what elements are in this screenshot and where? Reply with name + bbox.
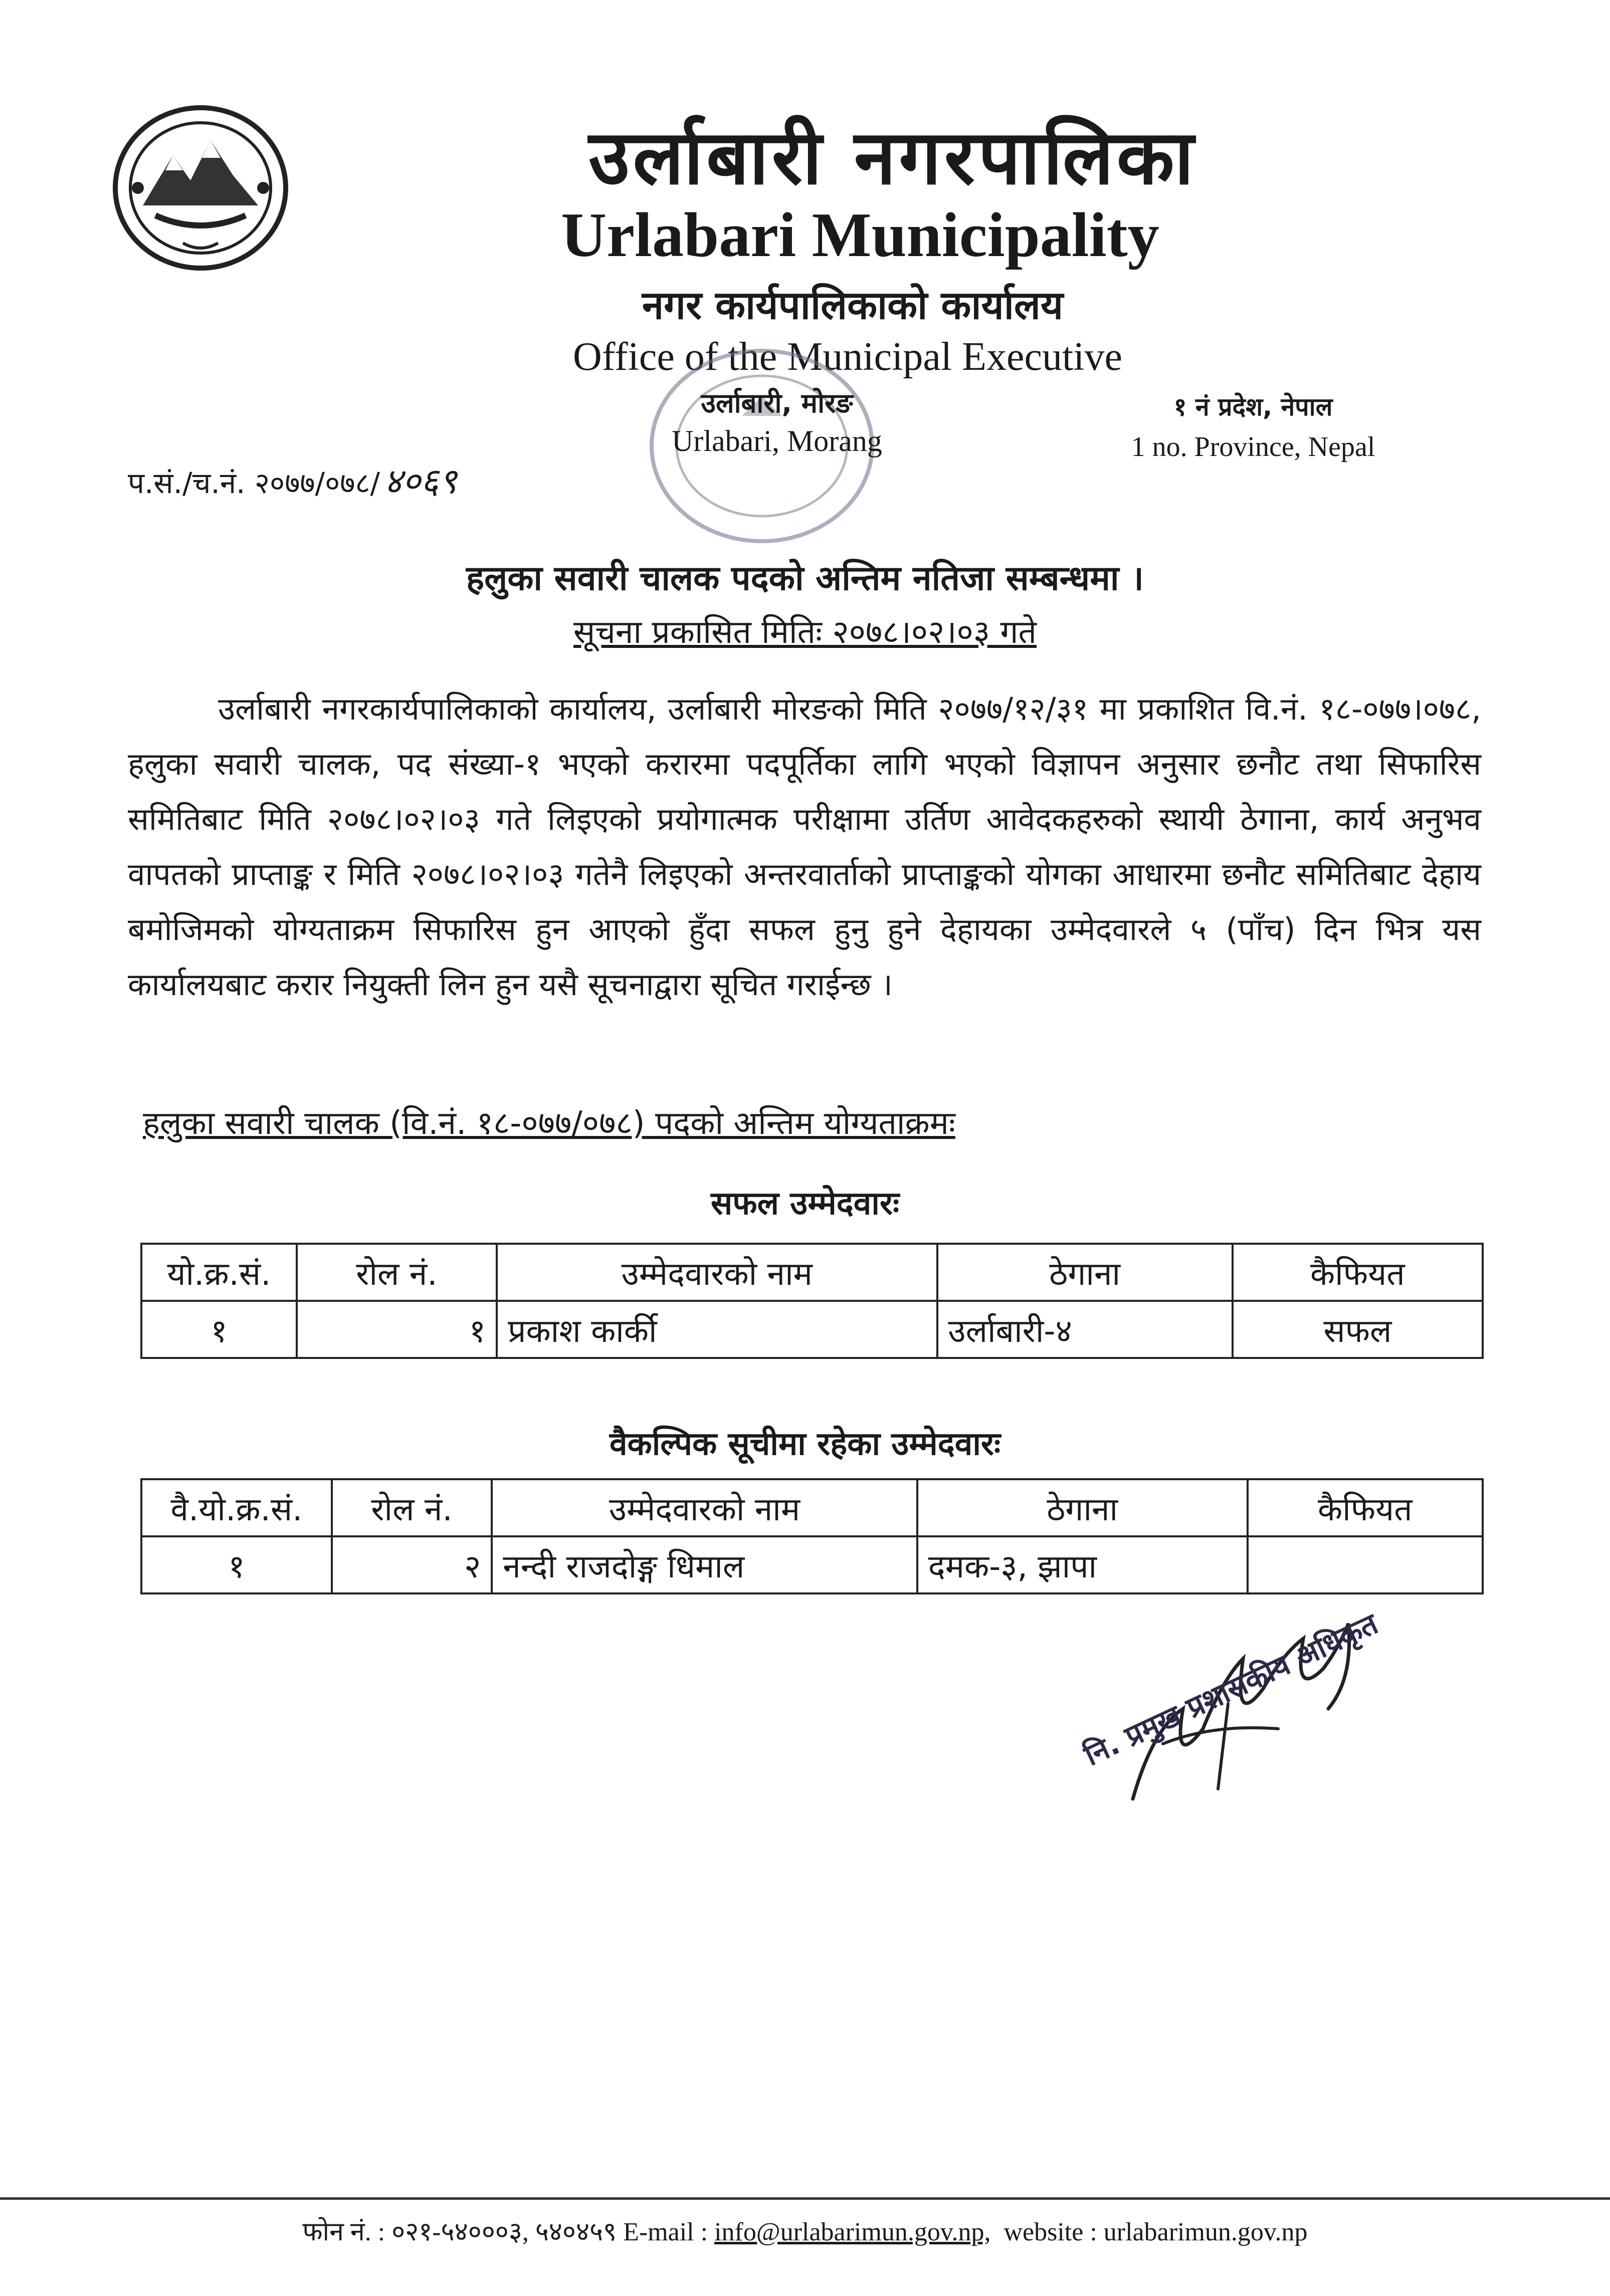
notice-body: उर्लाबारी नगरकार्यपालिकाको कार्यालय, उर्लाबारी मोरङको मिति २०७७/१२/३१ मा प्रकाशित वि.नं. १८-०७७।०७८, हलुका सवारी चालक, पद संख्या-१ भएको करारमा पदपूर्तिका लागि भएको विज्ञापन अनुसार छनौट तथा सिफारिस समितिबाट मिति २०७८।०२।०३ गते लिइएको प्रयोगात्मक परीक्षामा उर्तिण आवेदकहरुको स्थायी ठेगाना, कार्य अनुभव वापतको प्राप्ताङ्क र मिति २०७८।०२।०३ गतेनै लिइएको अन्तरवार्ताको प्राप्ताङ्कको योगका आधारमा छनौट समितिबाट देहाय बमोजिमको योग्यताक्रम सिफारिस हुन आएको हुँदा सफल हुनु हुने देहायका उम्मेदवारले ५ (पाँच) दिन भित्र यस कार्यालयबाट करार नियुक्ती लिन हुन यसै सूचनाद्वारा सूचित गराईन्छ । [128, 691, 1481, 1003]
table-header-row [141, 1244, 1483, 1301]
office-name-english: Office of the Municipal Executive [573, 335, 1122, 379]
footer-divider [0, 2197, 1610, 2200]
column-header: यो.क्र.सं. [141, 1244, 297, 1301]
municipality-title-nepali: उर्लाबारी नगरपालिका [588, 114, 1197, 201]
table-cell: १ [141, 1301, 297, 1358]
footer-phone: फोन नं. : ०२१-५४०००३, ५४०४५९ [302, 2218, 617, 2246]
column-header: कैफियत [1248, 1479, 1483, 1536]
table-cell: २ [332, 1536, 492, 1593]
table-cell: १ [141, 1536, 332, 1593]
table-cell: नन्दी राजदोङ्ग धिमाल [492, 1536, 917, 1593]
column-header: कैफियत [1233, 1244, 1483, 1301]
final-ranking-heading: हलुका सवारी चालक (वि.नं. १८-०७७/०७८) पदको अन्तिम योग्यताक्रमः [143, 1105, 955, 1142]
table-cell: उर्लाबारी-४ [937, 1301, 1233, 1358]
province-english: 1 no. Province, Nepal [1131, 431, 1375, 463]
column-header: ठेगाना [917, 1479, 1248, 1536]
table-row [141, 1301, 1483, 1358]
column-header: उम्मेदवारको नाम [492, 1479, 917, 1536]
reference-number [128, 461, 457, 503]
alternate-candidates-table [140, 1478, 1484, 1594]
footer-website[interactable]: website : urlabarimun.gov.np [1003, 2218, 1308, 2246]
column-header: उम्मेदवारको नाम [497, 1244, 937, 1301]
footer-email-link[interactable]: info@urlabarimun.gov.np, [714, 2218, 991, 2246]
table-cell: दमक-३, झापा [917, 1536, 1248, 1593]
column-header: वै.यो.क्र.सं. [141, 1479, 332, 1536]
column-header: रोल नं. [297, 1244, 497, 1301]
notice-subject: हलुका सवारी चालक पदको अन्तिम नतिजा सम्बन्धमा । [466, 559, 1144, 598]
table-cell: सफल [1233, 1301, 1483, 1358]
footer-email-label: E-mail : [623, 2218, 708, 2246]
success-table-caption: सफल उम्मेदवारः [710, 1185, 899, 1222]
footer-contact [0, 2215, 1610, 2250]
column-header: ठेगाना [937, 1244, 1233, 1301]
reference-label: प.सं./च.नं. २०७७/०७८/ [128, 466, 380, 500]
address-nepali: उर्लाबारी, मोरङ [701, 387, 853, 419]
office-name-nepali: नगर कार्यपालिकाको कार्यालय [642, 283, 1064, 328]
table-cell: प्रकाश कार्की [497, 1301, 937, 1358]
alternate-table-caption: वैकल्पिक सूचीमा रहेका उम्मेदवारः [609, 1426, 1001, 1463]
published-date: सूचना प्रकासित मितिः २०७८।०२।०३ गते [573, 614, 1037, 651]
column-header: रोल नं. [332, 1479, 492, 1536]
published-date-line [0, 611, 1610, 654]
province-nepali: १ नं प्रदेश, नेपाल [1173, 392, 1333, 421]
table-header-row [141, 1479, 1483, 1536]
table-cell: १ [297, 1301, 497, 1358]
municipality-title-english: Urlabari Municipality [561, 200, 1159, 270]
reference-handwritten-number: ४०६९ [384, 461, 457, 502]
signatory-title: नि. प्रमुख प्रशासकीय अधिकृत [1079, 1606, 1383, 1773]
successful-candidates-table [140, 1243, 1484, 1359]
address-english: Urlabari, Morang [672, 424, 882, 457]
